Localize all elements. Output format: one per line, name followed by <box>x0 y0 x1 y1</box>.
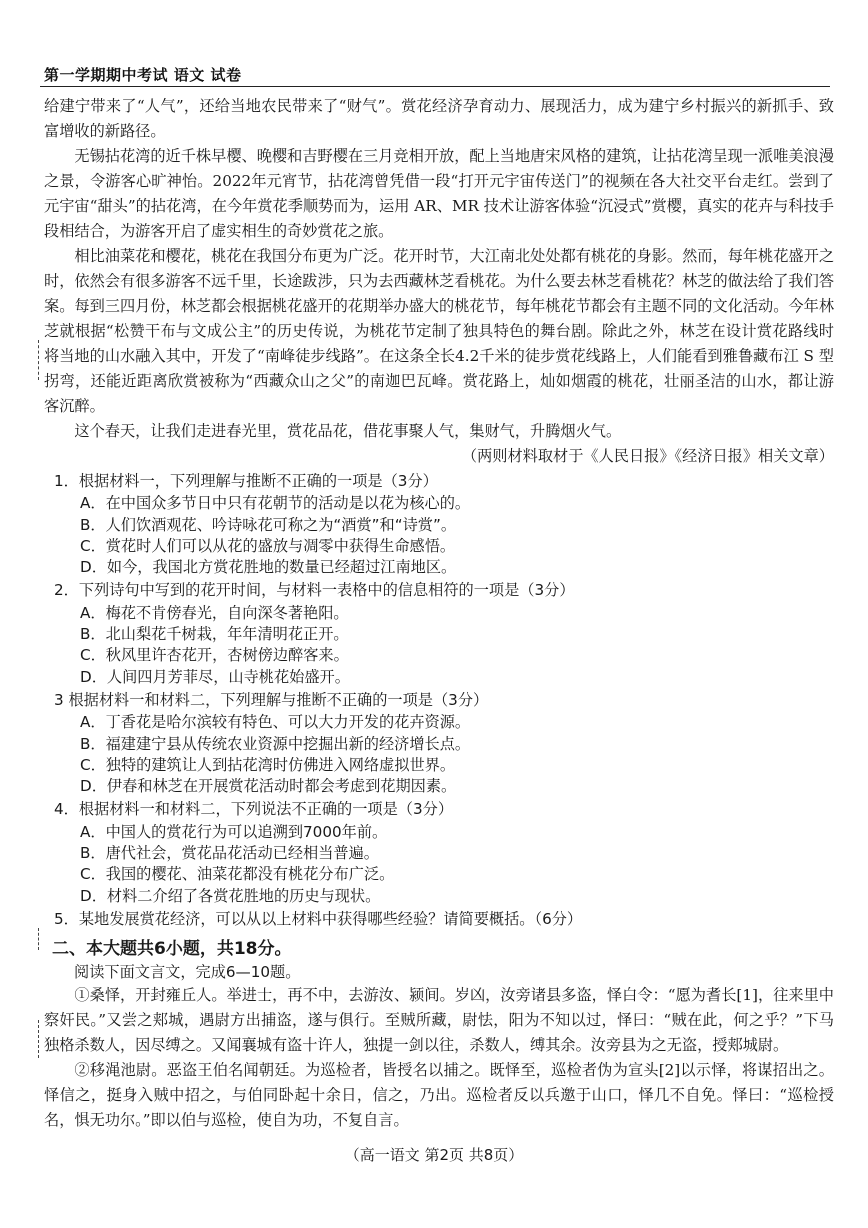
question-3 <box>44 688 834 797</box>
question-option: C．秋风里许杏花开，杏树傍边醉客来。 <box>80 646 349 665</box>
question-option: B．北山梨花千树栽，年年清明花正开。 <box>80 625 349 644</box>
question-option: B．人们饮酒观花、吟诗咏花可称之为“酒赏”和“诗赏”。 <box>80 515 457 534</box>
question-stem: 3 根据材料一和材料二，下列理解与推断不正确的一项是（3分） <box>54 690 489 709</box>
question-option: C．独特的建筑让人到拈花湾时仿佛进入网络虚拟世界。 <box>80 755 456 774</box>
question-option: D．人间四月芳菲尽，山寺桃花始盛开。 <box>80 667 350 686</box>
question-option: D．材料二介绍了各赏花胜地的历史与现状。 <box>80 886 381 905</box>
question-option: B．福建建宁县从传统农业资源中挖掘出新的经济增长点。 <box>80 734 471 753</box>
section-instruction: 阅读下面文言文，完成6—10题。 <box>74 963 301 982</box>
question-option: A．在中国众多节日中只有花朝节的活动是以花为核心的。 <box>80 494 471 513</box>
question-4 <box>44 797 834 906</box>
question-option: B．唐代社会，赏花品花活动已经相当普遍。 <box>80 844 379 863</box>
question-option: C．赏花时人们可以从花的盛放与凋零中获得生命感悟。 <box>80 536 456 555</box>
section-title: 二、本大题共6小题，共18分。 <box>52 939 292 960</box>
page-header: 第一学期期中考试 语文 试卷 <box>44 66 242 84</box>
question-option: A．中国人的赏花行为可以追溯到7000年前。 <box>80 822 388 841</box>
page-content <box>44 94 834 1133</box>
margin-scribble <box>38 1020 39 1058</box>
question-5 <box>44 907 834 931</box>
passage-paragraph: 无锡拈花湾的近千株早樱、晚樱和吉野樱在三月竞相开放，配上当地唐宋风格的建筑，让拈花湾呈现一派唯美浪漫之景，令游客心旷神怡。2022年元宵节，拈花湾曾凭借一段“打开元宇宙传送门”的视频在各大社交平台走红。尝到了元宇宙“甜头”的拈花湾，在今年赏花季顺势而为，运用 AR、MR 技术让游客体验“沉浸式”赏樱，真实的花卉与科技手段相结合，为游客开启了虚实相生的奇妙赏花之旅。 <box>44 147 834 240</box>
passage-paragraph: 这个春天，让我们走进春光里，赏花品花，借花事聚人气，集财气，升腾烟火气。 <box>74 422 622 440</box>
question-stem: 1．根据材料一，下列理解与推断不正确的一项是（3分） <box>54 472 438 490</box>
question-option: A．丁香花是哈尔滨较有特色、可以大力开发的花卉资源。 <box>80 713 471 732</box>
question-option: C．我国的樱花、油菜花都没有桃花分布广泛。 <box>80 865 395 884</box>
question-stem: 5．某地发展赏花经济，可以从以上材料中获得哪些经验？请简要概括。（6分） <box>54 909 583 928</box>
question-option: D．如今，我国北方赏花胜地的数量已经超过江南地区。 <box>80 558 457 577</box>
question-2 <box>44 578 834 687</box>
classical-paragraph: ①桑怿，开封雍丘人。举进士，再不中，去游汝、颍间。岁凶，汝旁诸县多盗，怿白令：“愿为耆长[1]，往来里中察奸民。”又尝之郏城，遇尉方出捕盗，遂与俱行。至贼所藏，尉怯，阳为不知以过，怿曰：“贼在此，何之乎？”下马独格杀数人，因尽缚之。又闻襄城有盗十许人，独提一剑以往，杀数人，缚其余。汝旁县为之无盗，授郏城尉。 <box>44 986 834 1055</box>
classical-paragraph: ②移渑池尉。恶盗王伯名闻朝廷。为巡检者，皆授名以捕之。既怿至，巡检者伪为宣头[2]以示怿，将谋招出之。怿信之，挺身入贼中招之，与伯同卧起十余日，信之，乃出。巡检者反以兵邀于山口，怿几不自免。怿曰：“巡检授名，惧无功尔。”即以伯与巡检，使自为功，不复自言。 <box>44 1061 834 1130</box>
question-stem: 4．根据材料一和材料二，下列说法不正确的一项是（3分） <box>54 800 454 819</box>
margin-scribble <box>38 928 39 950</box>
question-stem: 2．下列诗句中写到的花开时间，与材料一表格中的信息相符的一项是（3分） <box>54 581 575 600</box>
page-footer: （高一语文 第2页 共8页） <box>344 1146 524 1164</box>
question-1 <box>44 469 834 578</box>
question-option: A．梅花不肯傍春光，自向深冬著艳阳。 <box>80 603 349 622</box>
header-rule <box>40 86 830 87</box>
question-option: D．伊春和林芝在开展赏花活动时都会考虑到花期因素。 <box>80 777 457 796</box>
passage-source: （两则材料取材于《人民日报》《经济日报》相关文章） <box>461 447 834 465</box>
passage-paragraph: 相比油菜花和樱花，桃花在我国分布更为广泛。花开时节，大江南北处处都有桃花的身影。然而，每年桃花盛开之时，依然会有很多游客不远千里，长途跋涉，只为去西藏林芝看桃花。为什么要去林芝看桃花？林芝的做法给了我们答案。每到三四月份，林芝都会根据桃花盛开的花期举办盛大的桃花节，每年桃花节都会有主题不同的文化活动。今年林芝就根据“松赞干布与文成公主”的历史传说，为桃花节定制了独具特色的舞台剧。除此之外，林芝在设计赏花路线时将当地的山水融入其中，开发了“南峰徒步线路”。在这条全长4.2千米的徒步赏花线路上，人们能看到雅鲁藏布江 S 型拐弯，还能近距离欣赏被称为“西藏众山之父”的南迦巴瓦峰。赏花路上，灿如烟霞的桃花，壮丽圣洁的山水，都让游客沉醉。 <box>44 247 834 415</box>
classical-text <box>44 983 834 1133</box>
passage-paragraph: 给建宁带来了“人气”，还给当地农民带来了“财气”。赏花经济孕育动力、展现活力，成为建宁乡村振兴的新抓手、致富增收的新路径。 <box>44 97 834 140</box>
margin-scribble <box>38 340 39 380</box>
